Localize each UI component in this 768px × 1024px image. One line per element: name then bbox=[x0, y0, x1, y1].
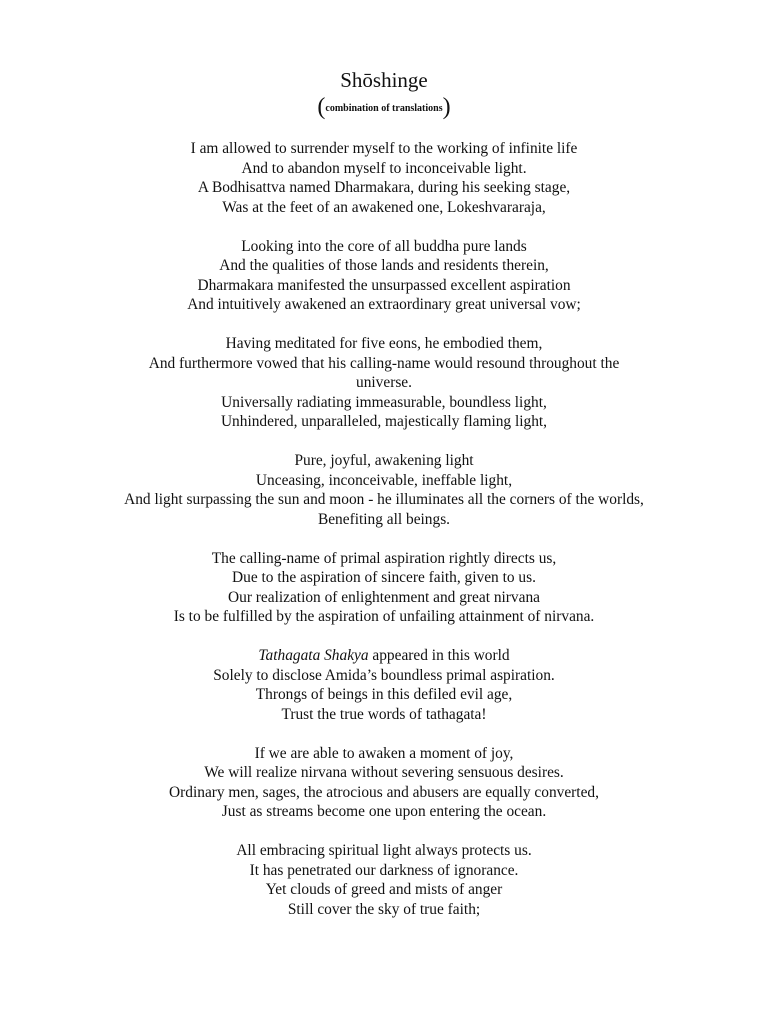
subtitle-close-paren: ) bbox=[442, 94, 451, 120]
verse-line: It has penetrated our darkness of ignorance. bbox=[249, 861, 519, 879]
verse-line: Benefiting all beings. bbox=[317, 510, 451, 528]
verse-line: Pure, joyful, awakening light bbox=[294, 452, 474, 469]
verse-line: The calling-name of primal aspiration rightly directs us, bbox=[211, 549, 557, 567]
verse-line: All embracing spiritual light always protects us. bbox=[236, 842, 532, 859]
verse-line: Ordinary men, sages, the atrocious and abusers are equally converted, bbox=[169, 783, 599, 801]
italic-name: Tathagata Shakya bbox=[258, 647, 369, 664]
verse-line: Solely to disclose Amida’s boundless primal aspiration. bbox=[213, 666, 555, 684]
verse-line: Was at the feet of an awakened one, Lokeshvararaja, bbox=[222, 198, 546, 216]
verse-line: Trust the true words of tathagata! bbox=[281, 705, 487, 723]
verse-line: Due to the aspiration of sincere faith, given to us. bbox=[232, 569, 536, 586]
stanza-7 bbox=[40, 744, 728, 822]
verse-line: Just as streams become one upon entering the ocean. bbox=[221, 803, 547, 820]
verse-line: We will realize nirvana without severing sensuous desires. bbox=[204, 764, 564, 781]
stanza-3 bbox=[40, 334, 728, 432]
verse-line: Our realization of enlightenment and great nirvana bbox=[228, 588, 540, 606]
stanza-1 bbox=[40, 139, 728, 217]
verse-line: universe. bbox=[356, 374, 412, 391]
verse-line: Looking into the core of all buddha pure lands bbox=[241, 237, 527, 255]
verse-line: Having meditated for five eons, he embodied them, bbox=[225, 335, 543, 352]
subtitle-text: combination of translations bbox=[325, 103, 443, 114]
stanza-8 bbox=[40, 841, 728, 919]
verse-line: Is to be fulfilled by the aspiration of unfailing attainment of nirvana. bbox=[173, 608, 595, 625]
verse-line-mixed bbox=[40, 646, 728, 666]
verse-line: Unhindered, unparalleled, majestically flaming light, bbox=[220, 413, 548, 430]
verse-line: Still cover the sky of true faith; bbox=[287, 900, 481, 918]
page-subtitle bbox=[0, 93, 768, 123]
verse-line: Unceasing, inconceivable, ineffable light, bbox=[255, 471, 513, 489]
verse-line: Universally radiating immeasurable, boundless light, bbox=[221, 393, 547, 411]
verse-line: I am allowed to surrender myself to the working of infinite life bbox=[190, 140, 578, 157]
verse-line: A Bodhisattva named Dharmakara, during his seeking stage, bbox=[197, 179, 571, 196]
subtitle-open-paren: ( bbox=[317, 94, 326, 120]
verse-line: And to abandon myself to inconceivable light. bbox=[241, 159, 527, 177]
verse-line: And furthermore vowed that his calling-name would resound throughout the bbox=[148, 354, 620, 372]
verse-line: And the qualities of those lands and residents therein, bbox=[219, 257, 549, 274]
poem-body bbox=[40, 139, 728, 939]
verse-line: Yet clouds of greed and mists of anger bbox=[265, 881, 503, 898]
verse-line: And intuitively awakened an extraordinary great universal vow; bbox=[187, 296, 581, 313]
stanza-6 bbox=[40, 646, 728, 724]
stanza-4 bbox=[40, 451, 728, 529]
verse-line-rest: appeared in this world bbox=[368, 647, 510, 664]
page-title: Shōshinge bbox=[340, 68, 428, 92]
verse-line: Throngs of beings in this defiled evil age, bbox=[255, 686, 513, 703]
verse-line: Dharmakara manifested the unsurpassed excellent aspiration bbox=[197, 276, 571, 294]
verse-line: If we are able to awaken a moment of joy, bbox=[254, 744, 514, 762]
stanza-5 bbox=[40, 549, 728, 627]
stanza-2 bbox=[40, 237, 728, 315]
verse-line: And light surpassing the sun and moon - he illuminates all the corners of the worlds, bbox=[124, 491, 644, 508]
